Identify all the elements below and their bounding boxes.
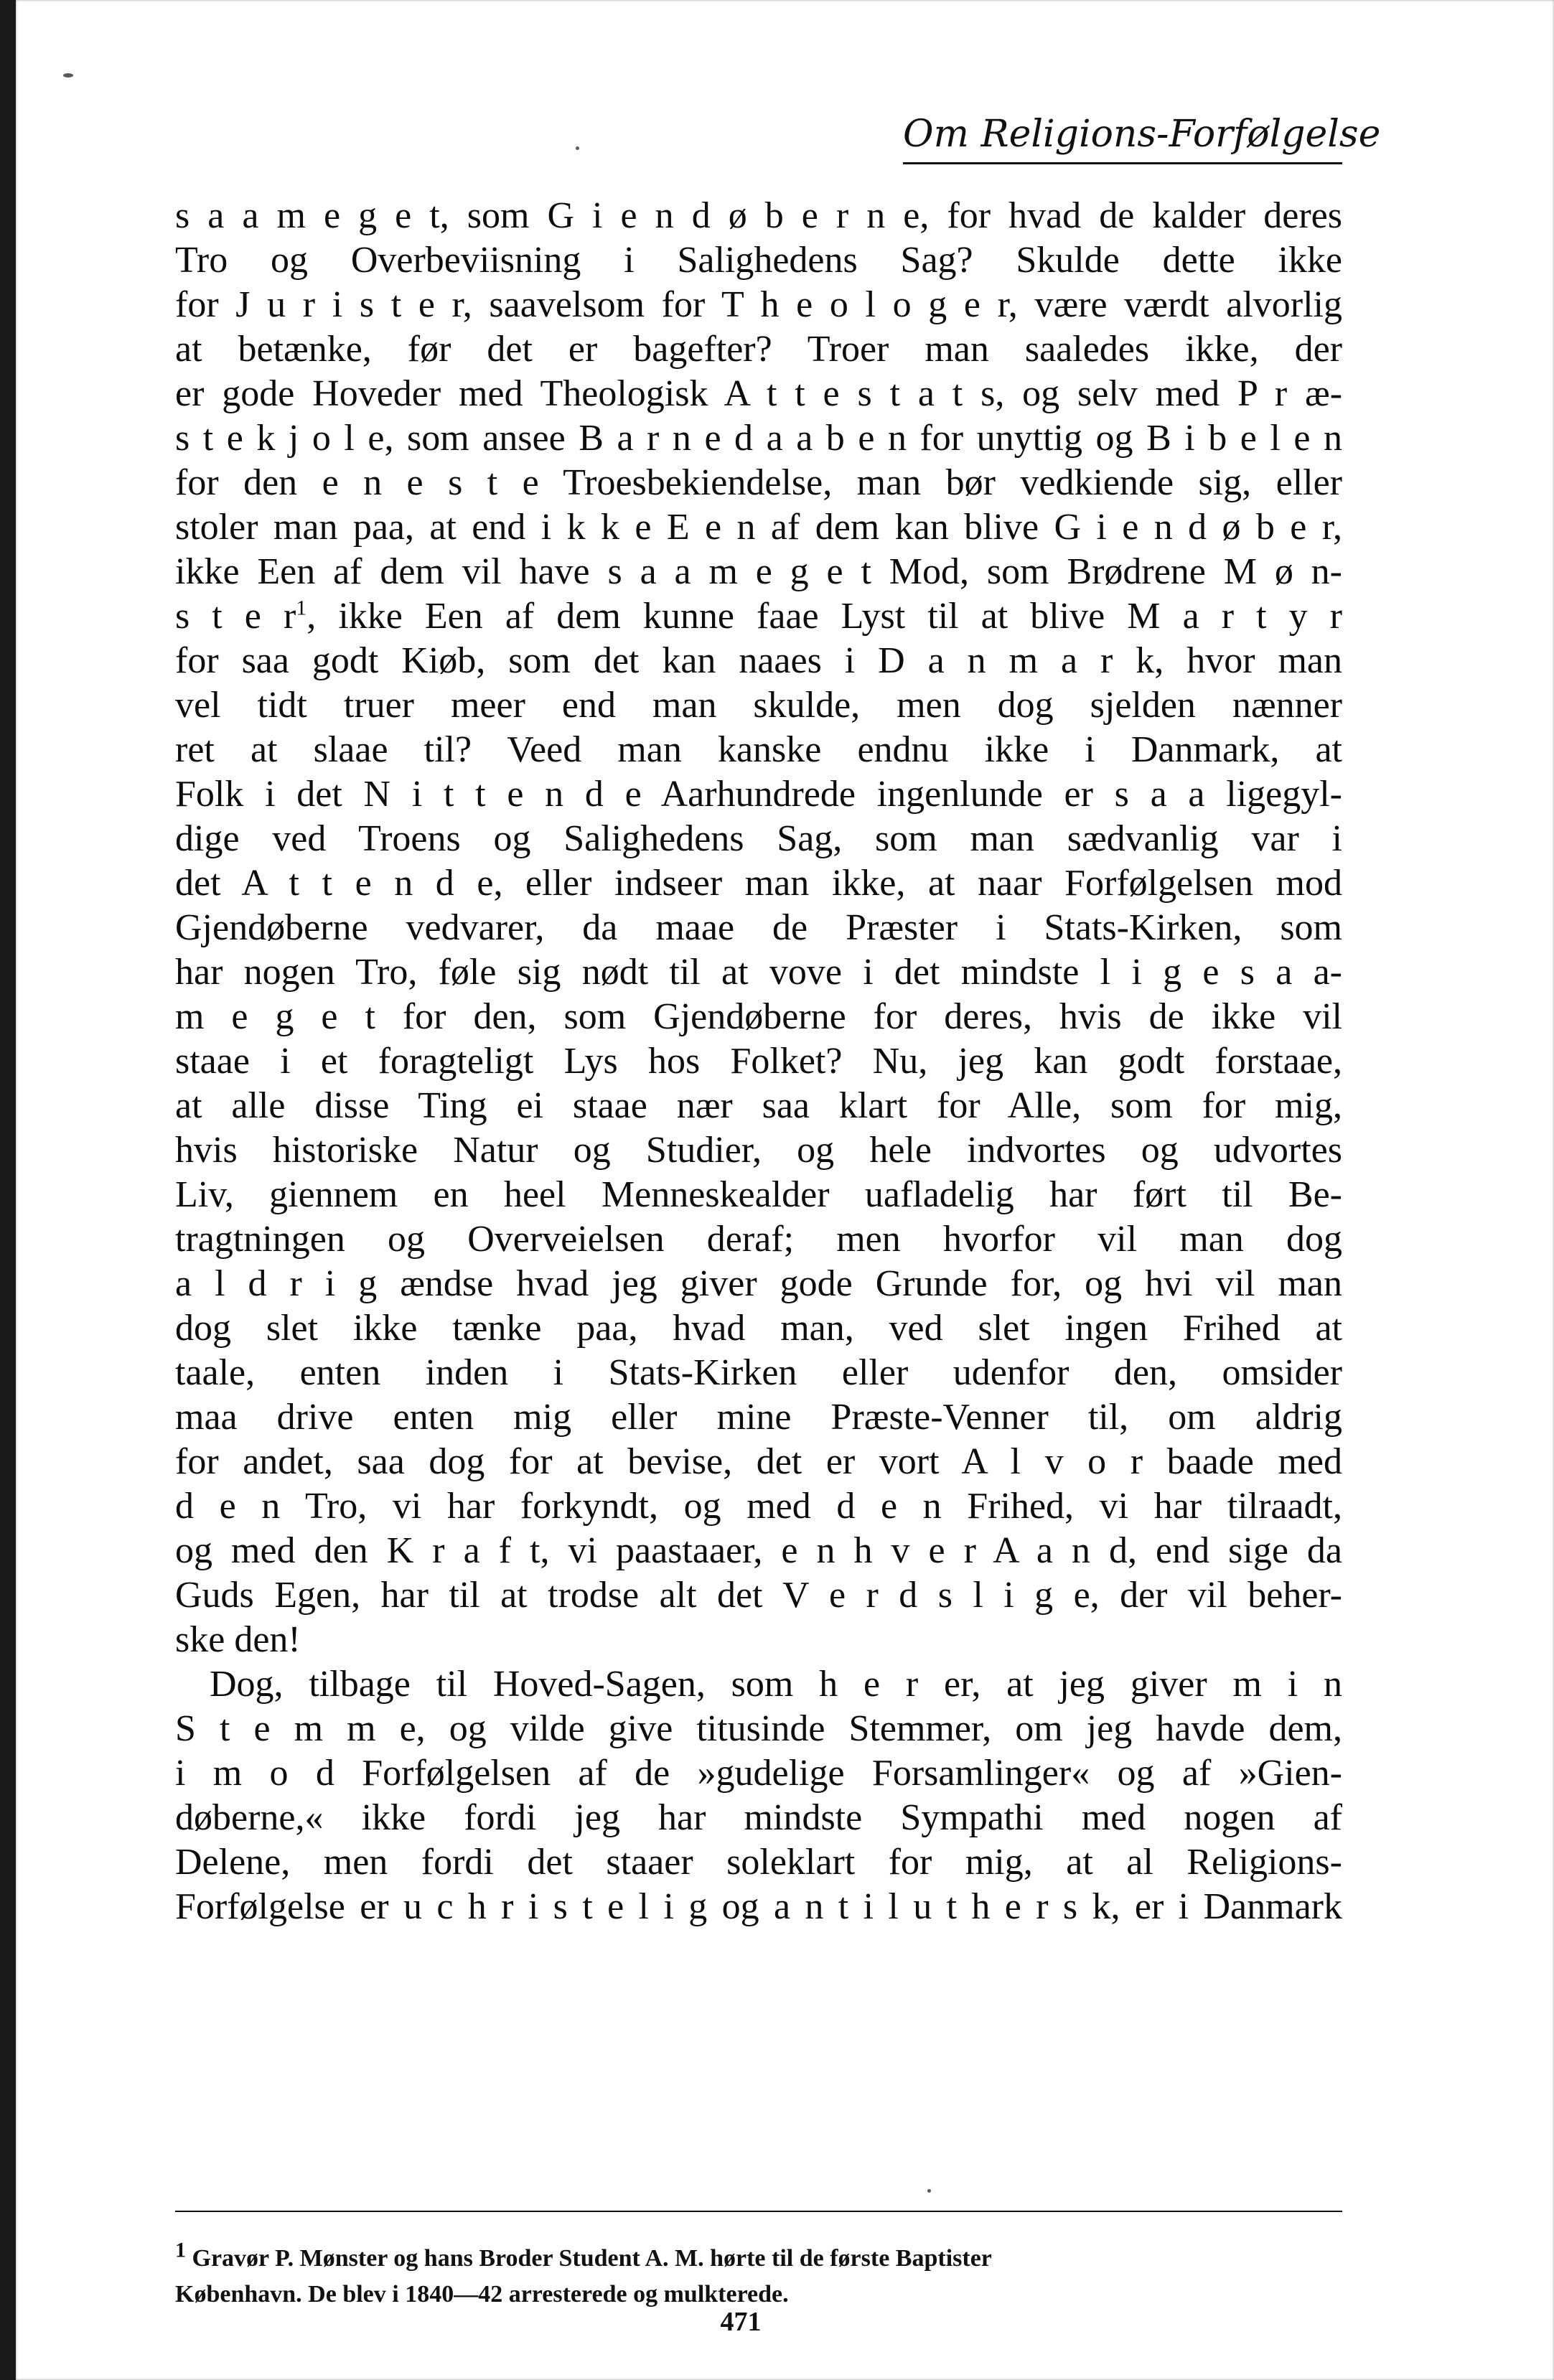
text-line: hvis historiske Natur og Studier, og hele indvortes og udvortes: [175, 1130, 1342, 1171]
text-line: har nogen Tro, føle sig nødt til at vove i det mindste l i g e s a a-: [175, 952, 1342, 993]
text-line: for den e n e s t e Troesbekiendelse, man bør vedkiende sig, eller: [175, 462, 1342, 503]
text-line: tragtningen og Overveielsen deraf; men hvorfor vil man dog: [175, 1219, 1342, 1260]
speck: [927, 2189, 931, 2193]
page-number: 471: [720, 2307, 762, 2337]
text-line: s t e $r^1$, ikke Een af dem kunne faae Lyst til at blive M a r t y r: [175, 596, 1342, 637]
text-line: Dog, tilbage til Hoved-Sagen, som h e r er, at jeg giver m i n: [210, 1664, 1343, 1705]
text-line: at alle disse Ting ei staae nær saa klart for Alle, som for mig,: [175, 1085, 1342, 1126]
running-head: Om Religions-Forfølgelse: [903, 113, 1381, 156]
text-line: dog slet ikke tænke paa, hvad man, ved slet ingen Frihed at: [175, 1308, 1342, 1349]
text-line: maa drive enten mig eller mine Præste-Venner til, om aldrig: [175, 1397, 1342, 1438]
text-line: dige ved Troens og Salighedens Sag, som man sædvanlig var i: [175, 818, 1342, 859]
text-line: staae i et foragteligt Lys hos Folket? Nu, jeg kan godt forstaae,: [175, 1041, 1342, 1082]
footnote-line: $^1$ Gravør P. Mønster og hans Broder Student A. M. hørte til de første Baptister: [175, 2238, 992, 2272]
text-line: S t e m m e, og vilde give titusinde Stemmer, om jeg havde dem,: [175, 1708, 1342, 1749]
text-line: s t e k j o l e, som ansee B a r n e d a a b e n for unyttig og B i b e l e n: [175, 418, 1342, 459]
text-line: i m o d Forfølgelsen af de »gudelige Forsamlinger« og af »Gien-: [175, 1753, 1342, 1794]
text-line: Tro og Overbeviisning i Salighedens Sag? Skulde dette ikke: [175, 240, 1342, 281]
text-line: Forfølgelse er u c h r i s t e l i g og a n t i l u t h e r s k, er i Danmark: [175, 1886, 1342, 1927]
text-line: er gode Hoveder med Theologisk A t t e s t a t s, og selv med P r æ-: [175, 373, 1343, 414]
text-line: for saa godt Kiøb, som det kan naaes i D a n m a r k, hvor man: [175, 640, 1343, 681]
footnote-marker: 1: [296, 596, 307, 620]
text-line: ske den!: [175, 1619, 301, 1660]
book-page: [16, 0, 1554, 2380]
text-line: og med den K r a f t, vi paastaaer, e n h v e r A a n d, end sige da: [175, 1530, 1343, 1571]
text-line: taale, enten inden i Stats-Kirken eller udenfor den, omsider: [175, 1352, 1342, 1393]
text-line: vel tidt truer meer end man skulde, men dog sjelden nænner: [175, 685, 1342, 726]
text-line: a l d r i g ændse hvad jeg giver gode Grunde for, og hvi vil man: [175, 1263, 1342, 1304]
text-line: s a a m e g e t, som G i e n d ø b e r n e, for hvad de kalder deres: [175, 195, 1342, 236]
speck: [63, 73, 73, 78]
text-line: Liv, giennem en heel Menneskealder uafladelig har ført til Be-: [175, 1174, 1342, 1215]
text-line: det A t t e n d e, eller indseer man ikke, at naar Forfølgelsen mod: [175, 863, 1342, 904]
text-line: stoler man paa, at end i k k e E e n af dem kan blive G i e n d ø b e r,: [175, 507, 1343, 548]
text-line: døberne,« ikke fordi jeg har mindste Sympathi med nogen af: [175, 1797, 1342, 1838]
text-line: for andet, saa dog for at bevise, det er vort A l v o r baade med: [175, 1441, 1342, 1482]
footnote-line: København. De blev i 1840—42 arresterede og mulkterede.: [175, 2281, 789, 2308]
footnote-rule: [175, 2211, 1342, 2212]
body-text: [175, 194, 1342, 1929]
text-line: at betænke, før det er bagefter? Troer man saaledes ikke, der: [175, 329, 1342, 370]
text-line: ret at slaae til? Veed man kanske endnu ikke i Danmark, at: [175, 729, 1342, 770]
header-rule: [903, 162, 1342, 164]
text-line: Gjendøberne vedvarer, da maae de Præster i Stats-Kirken, som: [175, 907, 1342, 948]
footnote-number: 1: [175, 2238, 186, 2262]
text-line: Delene, men fordi det staaer soleklart for mig, at al Religions-: [175, 1842, 1342, 1883]
text-line: m e g e t for den, som Gjendøberne for deres, hvis de ikke vil: [175, 996, 1342, 1037]
text-line: ikke Een af dem vil have s a a m e g e t Mod, som Brødrene M ø n-: [175, 551, 1342, 592]
text-line: Guds Egen, har til at trodse alt det V e r d s l i g e, der vil beher-: [175, 1575, 1342, 1616]
text-line: for J u r i s t e r, saavelsom for T h e o l o g e r, være værdt alvorlig: [175, 284, 1343, 325]
text-line: d e n Tro, vi har forkyndt, og med d e n Frihed, vi har tilraadt,: [175, 1486, 1342, 1527]
text-line: Folk i det N i t t e n d e Aarhundrede ingenlunde er s a a ligegyl-: [175, 774, 1342, 815]
speck: [576, 146, 579, 150]
